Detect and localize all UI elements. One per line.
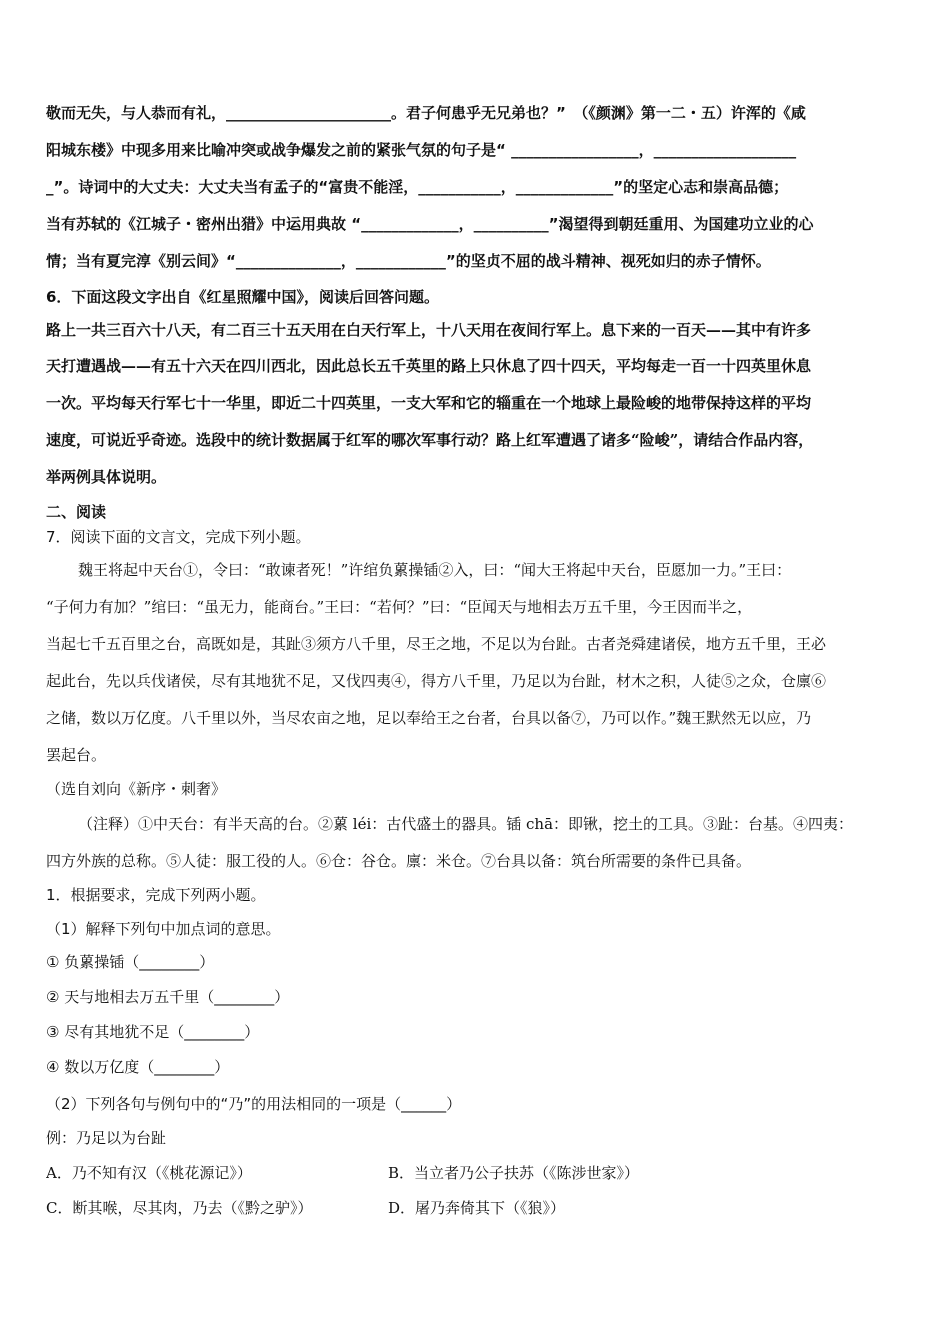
q5-line-1: 敬而无失，与人恭而有礼，______________________。君子何患乎无兄弟也？” （《颜渊》第一二・五）许浑的《咸 xyxy=(46,104,806,122)
option-c: C．断其喉，尽其肉，乃去（《黔之驴》） xyxy=(46,1199,313,1217)
question-1-sub-1: （1）解释下列句中加点词的意思。 xyxy=(46,920,281,938)
question-1-sub-2: （2）下列各句与例句中的“乃”的用法相同的一项是（______） xyxy=(46,1095,462,1113)
q6-passage-line-1: 路上一共三百六十八天，有二百三十五天用在白天行军上，十八天用在夜间行军上。息下来的一百天——其中有许多 xyxy=(46,321,812,339)
passage-line-2: “子何力有加？”绾曰：“虽无力，能商台。”王曰：“若何？”曰：“臣闻天与地相去万五千里，今王因而半之， xyxy=(46,598,753,616)
notes-line-2: 四方外族的总称。⑤人徒：服工役的人。⑥仓：谷仓。廪：米仓。⑦台具以备：筑台所需要的条件已具备。 xyxy=(46,852,752,870)
q5-line-5: 情；当有夏完淳《别云间》“______________，____________”的坚贞不屈的战斗精神、视死如归的赤子情怀。 xyxy=(46,252,771,270)
q5-line-4: 当有苏轼的《江城子・密州出猎》中运用典故 “_____________，__________”渴望得到朝廷重用、为国建功立业的心 xyxy=(46,215,814,233)
q6-passage-line-4: 速度，可说近乎奇迹。选段中的统计数据属于红军的哪次军事行动？路上红军遭遇了诸多“险峻”，请结合作品内容， xyxy=(46,431,814,449)
word-item-3: ③ 尽有其地犹不足（________） xyxy=(46,1023,260,1041)
q6-passage-line-3: 一次。平均每天行军七十一华里，即近二十四英里，一支大军和它的辎重在一个地球上最险峻的地带保持这样的平均 xyxy=(46,394,812,412)
word-item-4: ④ 数以万亿度（________） xyxy=(46,1058,230,1076)
q6-passage-line-2: 天打遭遇战——有五十六天在四川西北，因此总长五千英里的路上只休息了四十四天，平均每走一百一十四英里休息 xyxy=(46,357,812,375)
passage-line-6: 罢起台。 xyxy=(46,746,107,764)
notes-line-1: （注释）①中天台：有半天高的台。②蔂 léi：古代盛土的器具。锸 chā：即锹，挖土的工具。③趾：台基。④四夷： xyxy=(78,815,854,833)
example-sentence: 例：乃足以为台趾 xyxy=(46,1129,167,1147)
q5-line-3: _”。诗词中的大丈夫：大丈夫当有孟子的“富贵不能淫，___________，_____________”的坚定心志和崇高品德； xyxy=(46,178,789,196)
q6-title: 6．下面这段文字出自《红星照耀中国》，阅读后回答问题。 xyxy=(46,288,439,306)
q5-line-2: 阳城东楼》中现多用来比喻冲突或战争爆发之前的紧张气氛的句子是“ _________________，___________________ xyxy=(46,141,797,159)
q7-title: 7．阅读下面的文言文，完成下列小题。 xyxy=(46,528,311,546)
passage-line-4: 起此台，先以兵伐诸侯，尽有其地犹不足，又伐四夷④，得方八千里，乃足以为台趾，材木之积，人徒⑤之众，仓廪⑥ xyxy=(46,672,827,690)
option-d: D．屠乃奔倚其下（《狼》） xyxy=(388,1199,566,1217)
passage-line-3: 当起七千五百里之台，高既如是，其趾③须方八千里，尽王之地，不足以为台趾。古者尧舜建诸侯，地方五千里，王必 xyxy=(46,635,827,653)
passage-line-5: 之储，数以万亿度。八千里以外，当尽农亩之地，足以奉给王之台者，台具以备⑦，乃可以作。”魏王默然无以应，乃 xyxy=(46,709,812,727)
word-item-2: ② 天与地相去万五千里（________） xyxy=(46,988,290,1006)
option-b: B．当立者乃公子扶苏（《陈涉世家》） xyxy=(388,1164,640,1182)
section-heading: 二、阅读 xyxy=(46,503,107,521)
option-a: A．乃不知有汉（《桃花源记》） xyxy=(46,1164,252,1182)
passage-line-1: 魏王将起中天台①，令曰：“敢谏者死！”许绾负蔂操锸②入，曰：“闻大王将起中天台，臣愿加一力。”王曰： xyxy=(78,561,792,579)
question-1-title: 1．根据要求，完成下列两小题。 xyxy=(46,886,266,904)
word-item-1: ① 负蔂操锸（________） xyxy=(46,953,215,971)
passage-source: （选自刘向《新序・刺奢》 xyxy=(46,780,227,798)
q6-passage-line-5: 举两例具体说明。 xyxy=(46,468,167,486)
